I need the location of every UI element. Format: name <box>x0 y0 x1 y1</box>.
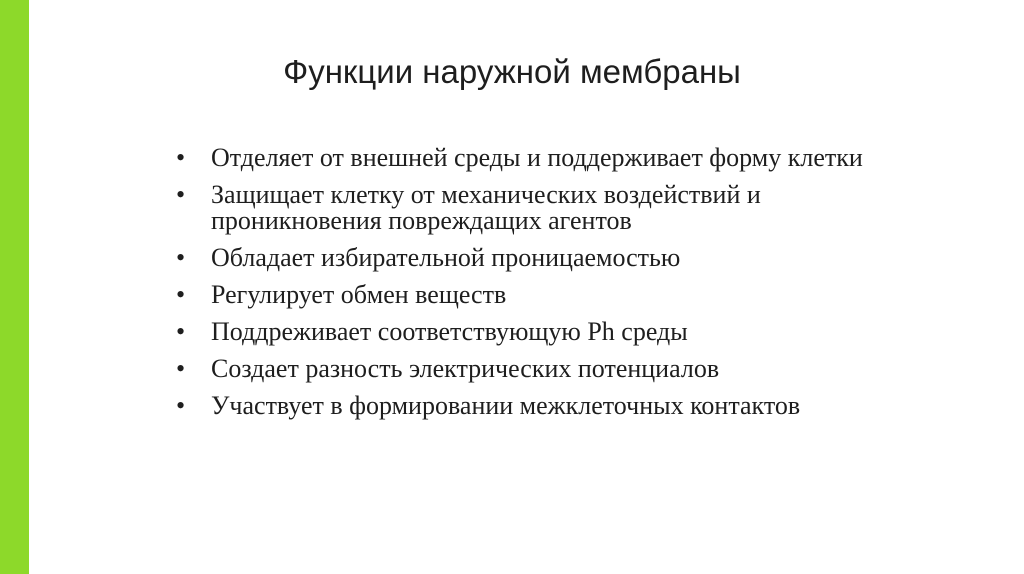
bullet-text: Регулирует обмен веществ <box>211 280 507 309</box>
bullet-text: Создает разность электрических потенциалов <box>211 354 720 383</box>
bullet-icon: • <box>176 243 186 272</box>
bullet-item <box>174 393 914 419</box>
accent-bar <box>0 0 29 574</box>
slide-title: Функции наружной мембраны <box>283 53 741 90</box>
bullet-icon: • <box>176 391 186 420</box>
bullet-text: Защищает клетку от механических воздействий и проникновения повреждащих агентов <box>211 180 761 235</box>
bullet-text: Обладает избирательной проницаемостью <box>211 243 681 272</box>
bullet-icon: • <box>176 280 186 309</box>
bullet-text: Участвует в формировании межклеточных контактов <box>211 391 801 420</box>
bullet-item <box>174 245 914 271</box>
bullet-list <box>174 145 914 430</box>
bullet-icon: • <box>176 143 186 172</box>
bullet-item <box>174 145 914 171</box>
bullet-icon: • <box>176 354 186 383</box>
bullet-text: Поддреживает соответствующую Ph среды <box>211 317 688 346</box>
bullet-icon: • <box>176 180 186 209</box>
bullet-item <box>174 182 914 234</box>
bullet-text: Отделяет от внешней среды и поддерживает форму клетки <box>211 143 863 172</box>
bullet-item <box>174 282 914 308</box>
bullet-item <box>174 356 914 382</box>
bullet-icon: • <box>176 317 186 346</box>
bullet-item <box>174 319 914 345</box>
